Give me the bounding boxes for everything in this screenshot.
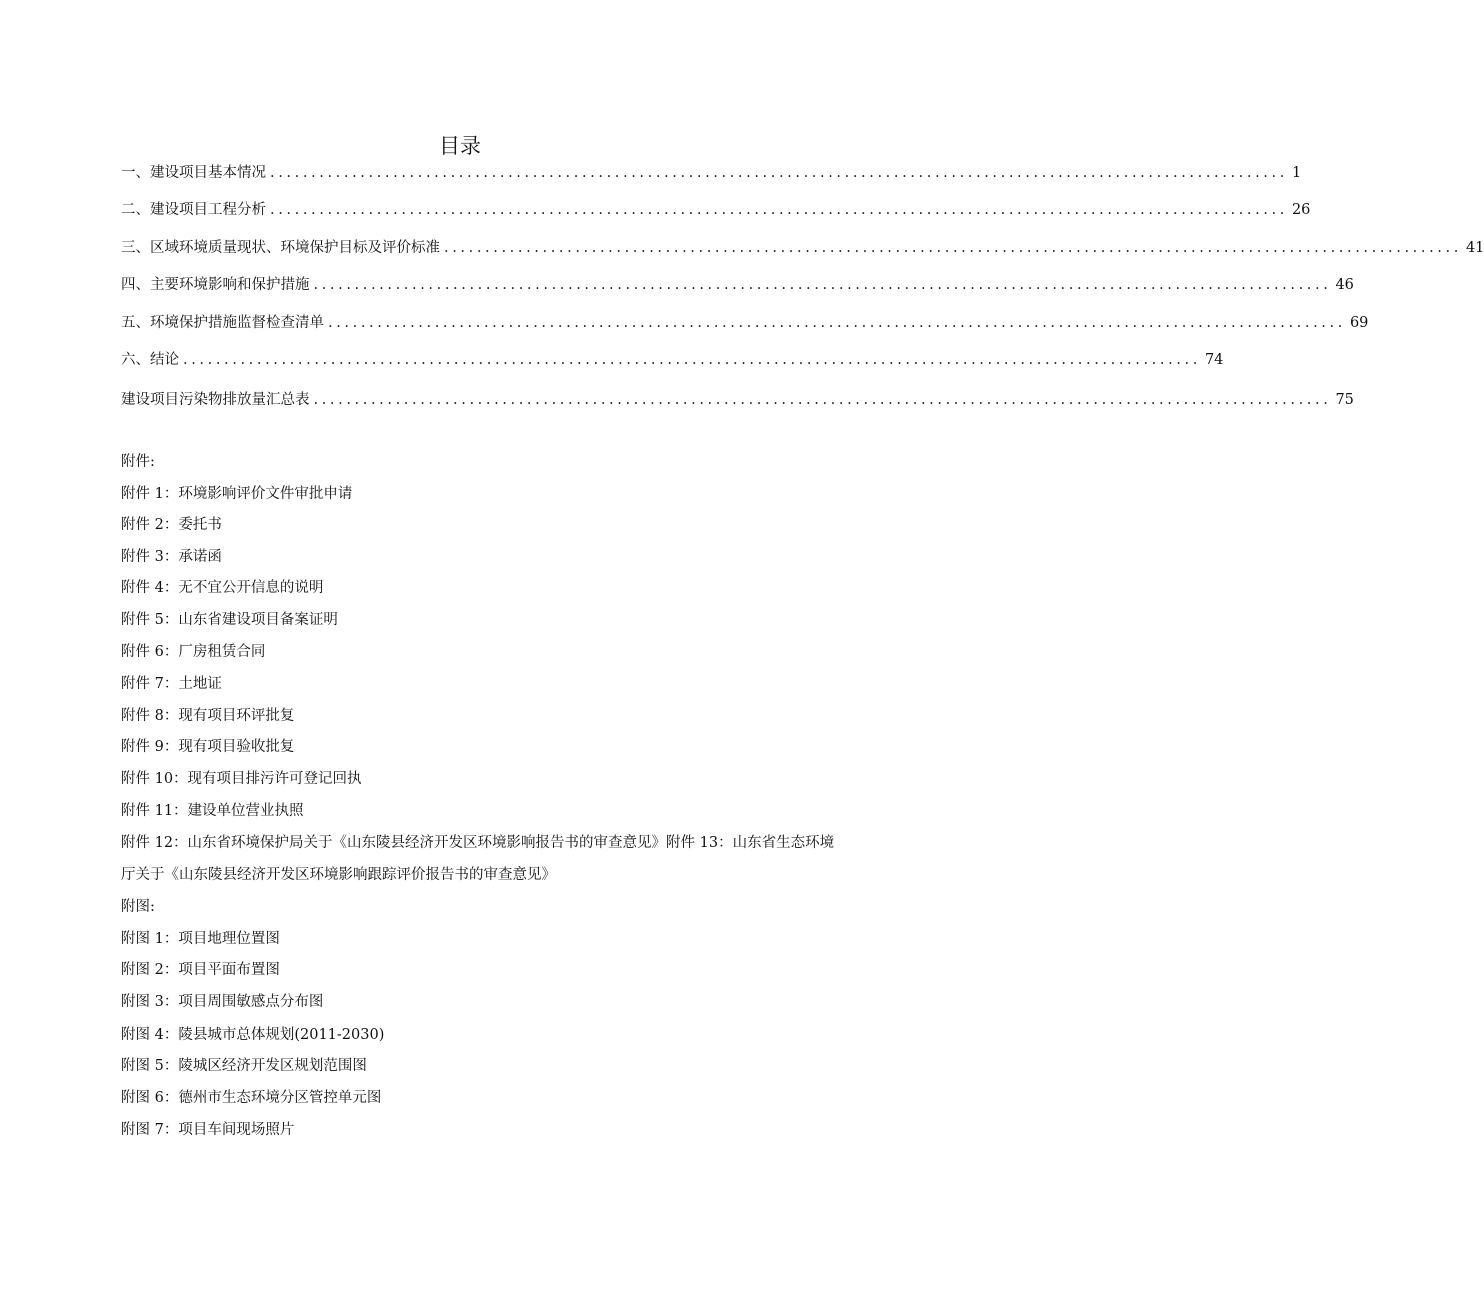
- toc-leader: ............................................................................................................................: [270, 165, 1288, 181]
- toc-label: 建设项目污染物排放量汇总表: [121, 392, 310, 408]
- toc-page-number: 69: [1349, 315, 1369, 331]
- toc-entry[interactable]: [121, 238, 1484, 258]
- attachment-item: 附件 5：山东省建设项目备案证明: [121, 612, 338, 628]
- figure-item: 附图 7：项目车间现场照片: [121, 1122, 295, 1138]
- toc-page-number: 41: [1465, 240, 1484, 256]
- toc-leader: ............................................................................................................................: [313, 277, 1332, 293]
- toc-entry[interactable]: [121, 200, 1311, 220]
- toc-page-number: 26: [1291, 202, 1311, 218]
- attachment-item: 附件 10：现有项目排污许可登记回执: [121, 771, 362, 787]
- page-title: 目录: [439, 134, 481, 158]
- toc-entry[interactable]: [121, 313, 1369, 333]
- figure-item: 附图 3：项目周围敏感点分布图: [121, 994, 324, 1010]
- attachments-heading: 附件:: [121, 454, 155, 470]
- toc-page-number: 75: [1335, 392, 1354, 408]
- attachment-item-long: 附件 12：山东省环境保护局关于《山东陵县经济开发区环境影响报告书的审查意见》附件 13：山东省生态环境厅关于《山东陵县经济开发区环境影响跟踪评价报告书的审查意见》: [121, 835, 835, 883]
- figure-item: 附图 1：项目地理位置图: [121, 931, 280, 947]
- toc-entry[interactable]: [121, 390, 1354, 410]
- toc-label: 四、主要环境影响和保护措施: [121, 277, 310, 293]
- attachment-item: 附件 9：现有项目验收批复: [121, 739, 295, 755]
- toc-entry[interactable]: [121, 350, 1224, 370]
- toc-leader: ............................................................................................................................: [183, 352, 1201, 368]
- figure-item: 附图 5：陵城区经济开发区规划范围图: [121, 1058, 367, 1074]
- toc-leader: ............................................................................................................................: [328, 315, 1346, 331]
- toc-label: 二、建设项目工程分析: [121, 202, 266, 218]
- toc-label: 五、环境保护措施监督检查清单: [121, 315, 324, 331]
- toc-leader: ............................................................................................................................: [270, 202, 1288, 218]
- attachment-item: 附件 6：厂房租赁合同: [121, 644, 266, 660]
- toc-label: 六、结论: [121, 352, 179, 368]
- toc-page-number: 1: [1291, 165, 1302, 181]
- attachment-item: 附件 11：建设单位营业执照: [121, 803, 304, 819]
- toc-entry[interactable]: [121, 275, 1354, 295]
- figure-item: 附图 6：德州市生态环境分区管控单元图: [121, 1090, 382, 1106]
- figure-item: 附图 2：项目平面布置图: [121, 962, 280, 978]
- toc-leader: ............................................................................................................................: [444, 240, 1462, 256]
- toc-entry[interactable]: [121, 163, 1302, 183]
- toc-label: 三、区域环境质量现状、环境保护目标及评价标准: [121, 240, 440, 256]
- attachment-item: 附件 1：环境影响评价文件审批申请: [121, 486, 353, 502]
- figure-item: 附图 4：陵县城市总体规划(2011-2030): [121, 1027, 385, 1043]
- figures-heading: 附图:: [121, 899, 155, 915]
- attachment-item: 附件 7：土地证: [121, 676, 222, 692]
- attachment-item: 附件 4：无不宜公开信息的说明: [121, 580, 324, 596]
- attachment-item: 附件 3：承诺函: [121, 549, 222, 565]
- toc-page-number: 74: [1204, 352, 1224, 368]
- toc-leader: ............................................................................................................................: [313, 392, 1332, 408]
- toc-label: 一、建设项目基本情况: [121, 165, 266, 181]
- toc-page-number: 46: [1335, 277, 1354, 293]
- attachment-item: 附件 2：委托书: [121, 517, 222, 533]
- attachment-item: 附件 8：现有项目环评批复: [121, 708, 295, 724]
